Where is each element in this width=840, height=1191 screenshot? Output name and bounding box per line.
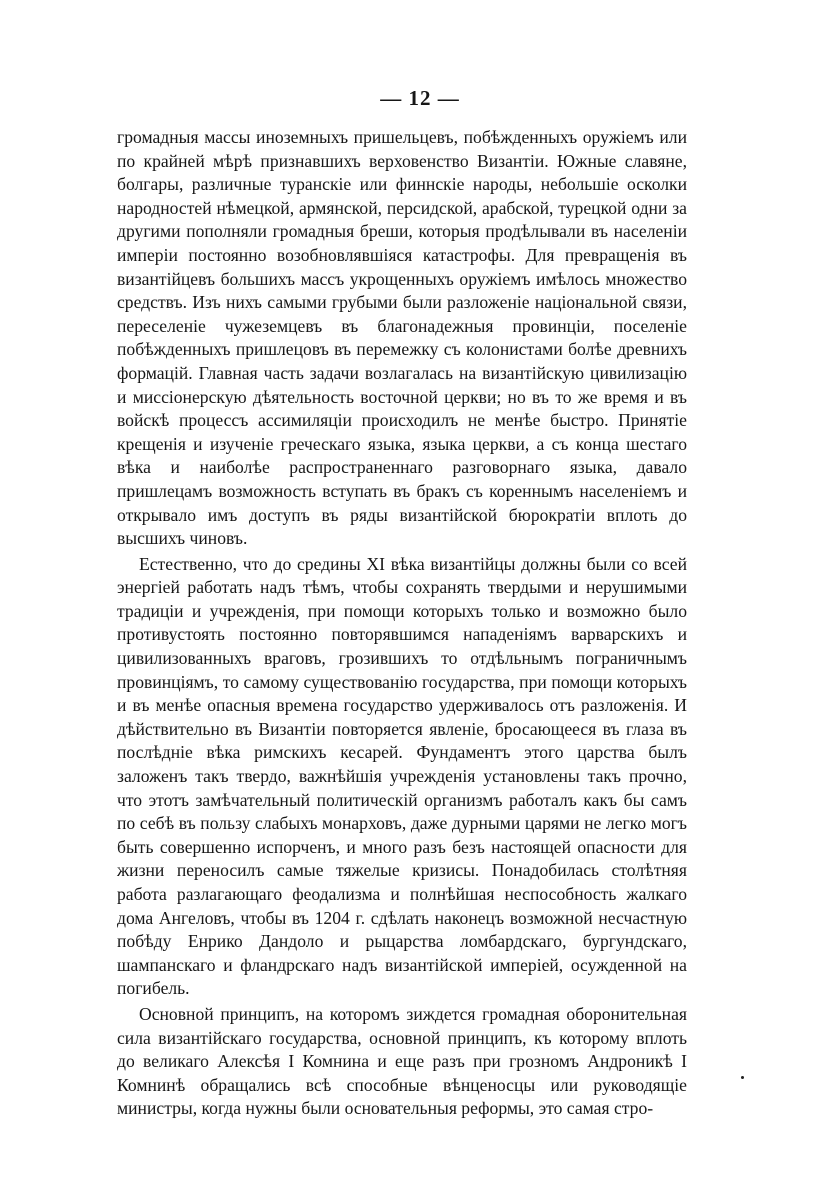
paragraph-1: громадныя массы иноземныхъ пришельцевъ, побѣжденныхъ оружіемъ или по крайней мѣрѣ признавшихъ верховенство Византіи. Южные славяне, болгары, различные туранскіе или финнскіе народы, небольшіе осколки народностей нѣмецкой, армянской, персидской, арабской, турецкой одни за другими пополняли громадныя бреши, которыя продѣлывали въ населеніи имперіи постоянно возобновлявшіяся катастрофы. Для превращенія въ византійцевъ большихъ массъ укрощенныхъ оружіемъ имѣлось множество средствъ. Изъ нихъ самыми грубыми были разложеніе національной связи, переселеніе чужеземцевъ въ благонадежныя провинціи, поселеніе побѣжденныхъ пришлецовъ въ перемежку съ колонистами болѣе древнихъ формацій. Главная часть задачи возлагалась на византійскую цивилизацію и миссіонерскую дѣятельность восточной церкви; но въ то же время и въ войскѣ процессъ ассимиляціи происходилъ не менѣе быстро. Принятіе крещенія и изученіе греческаго языка, языка церкви, а съ конца шестаго вѣка и наиболѣе распространеннаго разговорнаго языка, давало пришлецамъ возможность вступать въ бракъ съ кореннымъ населеніемъ и открывало имъ доступъ въ ряды византійской бюрократіи вплоть до высшихъ чиновъ. <box>117 127 687 549</box>
paragraph-3: Основной принципъ, на которомъ зиждется громадная оборонительная сила византійскаго государства, основной принципъ, къ которому вплоть до великаго Алексѣя I Комнина и еще разъ при грозномъ Андроникѣ I Комнинѣ обращались всѣ способные вѣнценосцы или руководящіе министры, когда нужны были основательныя реформы, это самая стро- <box>117 1003 687 1119</box>
ink-speck <box>741 1076 744 1079</box>
paragraph-2: Естественно, что до средины XI вѣка византійцы должны были со всей энергіей работать надъ тѣмъ, чтобы сохранять твердыми и нерушимыми традиціи и учрежденія, при помощи которыхъ только и возможно было противустоять постоянно повторявшимся нападеніямъ варварскихъ и цивилизованныхъ враговъ, грозившихъ то отдѣльнымъ пограничнымъ провинціямъ, то самому существованію государства, при помощи которыхъ и въ менѣе опасныя времена государство удерживалось отъ разложенія. И дѣйствительно въ Византіи повторяется явленіе, бросающееся въ глаза въ послѣдніе вѣка римскихъ кесарей. Фундаментъ этого царства былъ заложенъ такъ твердо, важнѣйшія учрежденія установлены такъ прочно, что этотъ замѣчательный политическій организмъ работалъ какъ бы самъ по себѣ въ пользу слабыхъ монарховъ, даже дурными царями не легко могъ быть совершенно испорченъ, и много разъ безъ настоящей опасности для жизни переносилъ самые тяжелые кризисы. Понадобилась столѣтняя работа разлагающаго феодализма и полнѣйшая неспособность жалкаго дома Ангеловъ, чтобы въ 1204 г. сдѣлать наконецъ возможной несчастную побѣду Енрико Дандоло и рыцарства ломбардскаго, бургундскаго, шампанскаго и фландрскаго надъ византійской имперіей, осужденной на погибель. <box>117 553 687 999</box>
page-number: — 12 — <box>380 86 460 110</box>
body-text <box>117 126 687 1121</box>
